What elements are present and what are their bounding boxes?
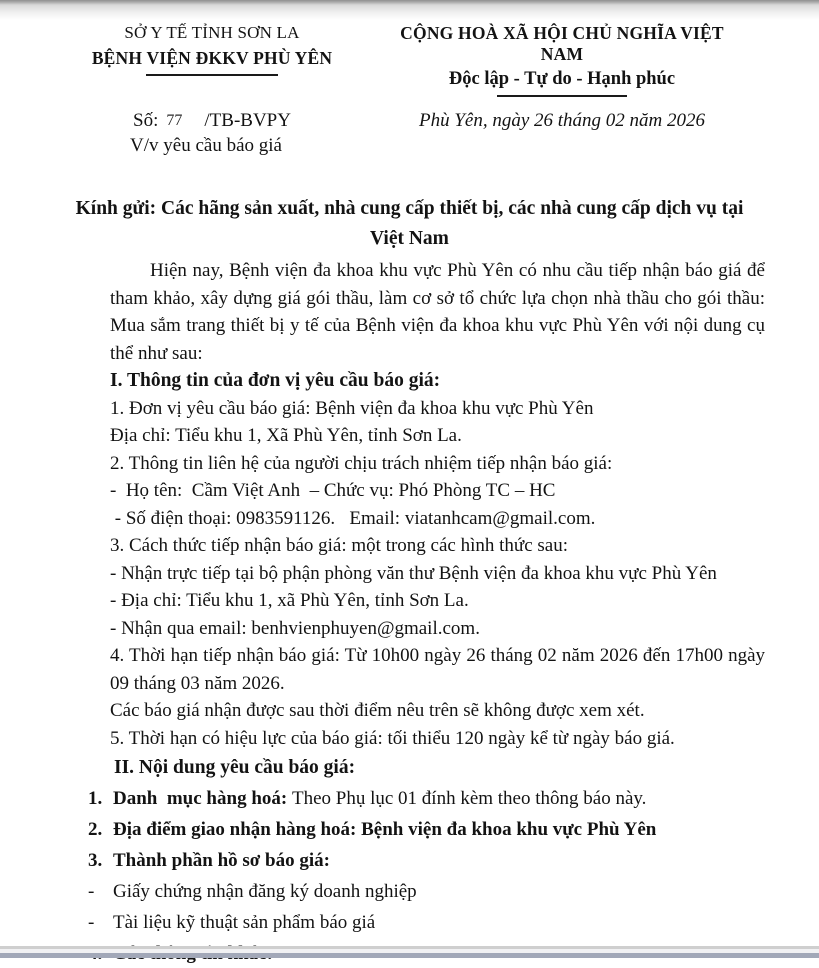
list-item-regular-text: Theo Phụ lục 01 đính kèm theo thông báo này. [291,788,647,809]
section-1-line: 1. Đơn vị yêu cầu báo giá: Bệnh viện đa khoa khu vực Phù Yên [110,397,594,419]
section-1-line: 3. Cách thức tiếp nhận báo giá: một trong các hình thức sau: [110,535,569,556]
list-item-text [113,877,769,906]
list-item-bold-text: Thành phần hồ sơ báo giá: [113,850,330,871]
list-item [88,846,769,875]
national-motto: Độc lập - Tự do - Hạnh phúc [448,69,676,89]
list-item [88,877,769,906]
section-1-line: - Địa chỉ: Tiểu khu 1, xã Phù Yên, tỉnh Sơn La. [110,590,469,611]
section-1-line: 5. Thời hạn có hiệu lực của báo giá: tối thiểu 120 ngày kể từ ngày báo giá. [110,727,675,749]
section-1 [110,367,770,752]
list-item [88,784,769,813]
doc-number-suffix: /TB-BVPY [204,110,291,131]
list-item-text [113,908,769,937]
section-2-heading: II. Nội dung yêu cầu báo giá: [114,757,356,778]
doc-number-row [0,110,819,132]
doc-subject-line: V/v yêu cầu báo giá [130,135,282,156]
place-date-line: Phù Yên, ngày 26 tháng 02 năm 2026 [418,110,706,131]
list-item-regular-text: Giấy chứng nhận đăng ký doanh nghiệp [113,881,417,902]
doc-number-line [52,110,372,132]
section-1-line: - Nhận qua email: benhvienphuyen@gmail.com. [110,617,480,639]
list-item [88,908,769,937]
list-item-dash: - [88,912,95,933]
list-item-number: 3. [88,850,103,871]
list-item-dash: - [88,881,95,902]
section-1-line: - Nhận trực tiếp tại bộ phận phòng văn thư Bệnh viện đa khoa khu vực Phù Yên [110,562,717,584]
intro-paragraph: Hiện nay, Bệnh viện đa khoa khu vực Phù Yên có nhu cầu tiếp nhận báo giá để tham khảo, xây dựng giá gói thầu, làm cơ sở tổ chức lựa chọn nhà thầu cho gói thầu: Mua sắm trang thiết bị y tế của Bệnh viện đa khoa khu vực Phù Yên với nội dung cụ thể như sau: [110,260,765,364]
section-1-line: - Họ tên: Cầm Việt Anh – Chức vụ: Phó Phòng TC – HC [110,480,556,501]
doc-number-value: 77 [166,112,183,129]
letterhead-issuer [52,23,372,97]
section-1-line: 4. Thời hạn tiếp nhận báo giá: Từ 10h00 ngày 26 tháng 02 năm 2026 đến 17h00 ngày 09 tháng 03 năm 2026. [110,645,770,694]
list-item-text [113,784,769,813]
section-1-line: Địa chỉ: Tiểu khu 1, Xã Phù Yên, tỉnh Sơn La. [110,425,462,446]
salutation [0,194,819,254]
letterhead [0,23,819,97]
list-item [88,815,769,844]
next-page-edge [0,953,819,958]
section-1-heading: I. Thông tin của đơn vị yêu cầu báo giá: [110,370,441,391]
page-break-strip [0,946,819,958]
parent-org-name: SỞ Y TẾ TỈNH SƠN LA [124,23,300,42]
section-1-line: 2. Thông tin liên hệ của người chịu trách nhiệm tiếp nhận báo giá: [110,452,613,474]
motto-underline [497,95,627,97]
org-name: BỆNH VIỆN ĐKKV PHÙ YÊN [91,48,333,68]
salutation-line-1: Kính gửi: Các hãng sản xuất, nhà cung cấp thiết bị, các nhà cung cấp dịch vụ tại [75,198,744,219]
letterhead-national [386,23,738,97]
section-1-line: Các báo giá nhận được sau thời điểm nêu trên sẽ không được xem xét. [110,700,645,721]
salutation-line-2: Việt Nam [370,228,449,249]
section-1-line: - Số điện thoại: 0983591126. Email: viatanhcam@gmail.com. [110,507,596,529]
list-item-regular-text: Tài liệu kỹ thuật sản phẩm báo giá [113,912,376,933]
doc-number-label: Số: [133,110,159,131]
letter-content [0,23,819,968]
list-item-text [113,846,769,875]
list-item-number: 2. [88,819,103,840]
issuer-underline [146,74,278,76]
list-item-bold-text: Danh mục hàng hoá: [113,788,292,809]
list-item-number: 1. [88,788,103,809]
list-item-text [113,815,769,844]
list-item-bold-text: Địa điểm giao nhận hàng hoá: Bệnh viện đa khoa khu vực Phù Yên [113,819,657,840]
page-top-shadow [0,0,819,20]
national-title: CỘNG HOÀ XÃ HỘI CHỦ NGHĨA VIỆT NAM [400,23,724,64]
